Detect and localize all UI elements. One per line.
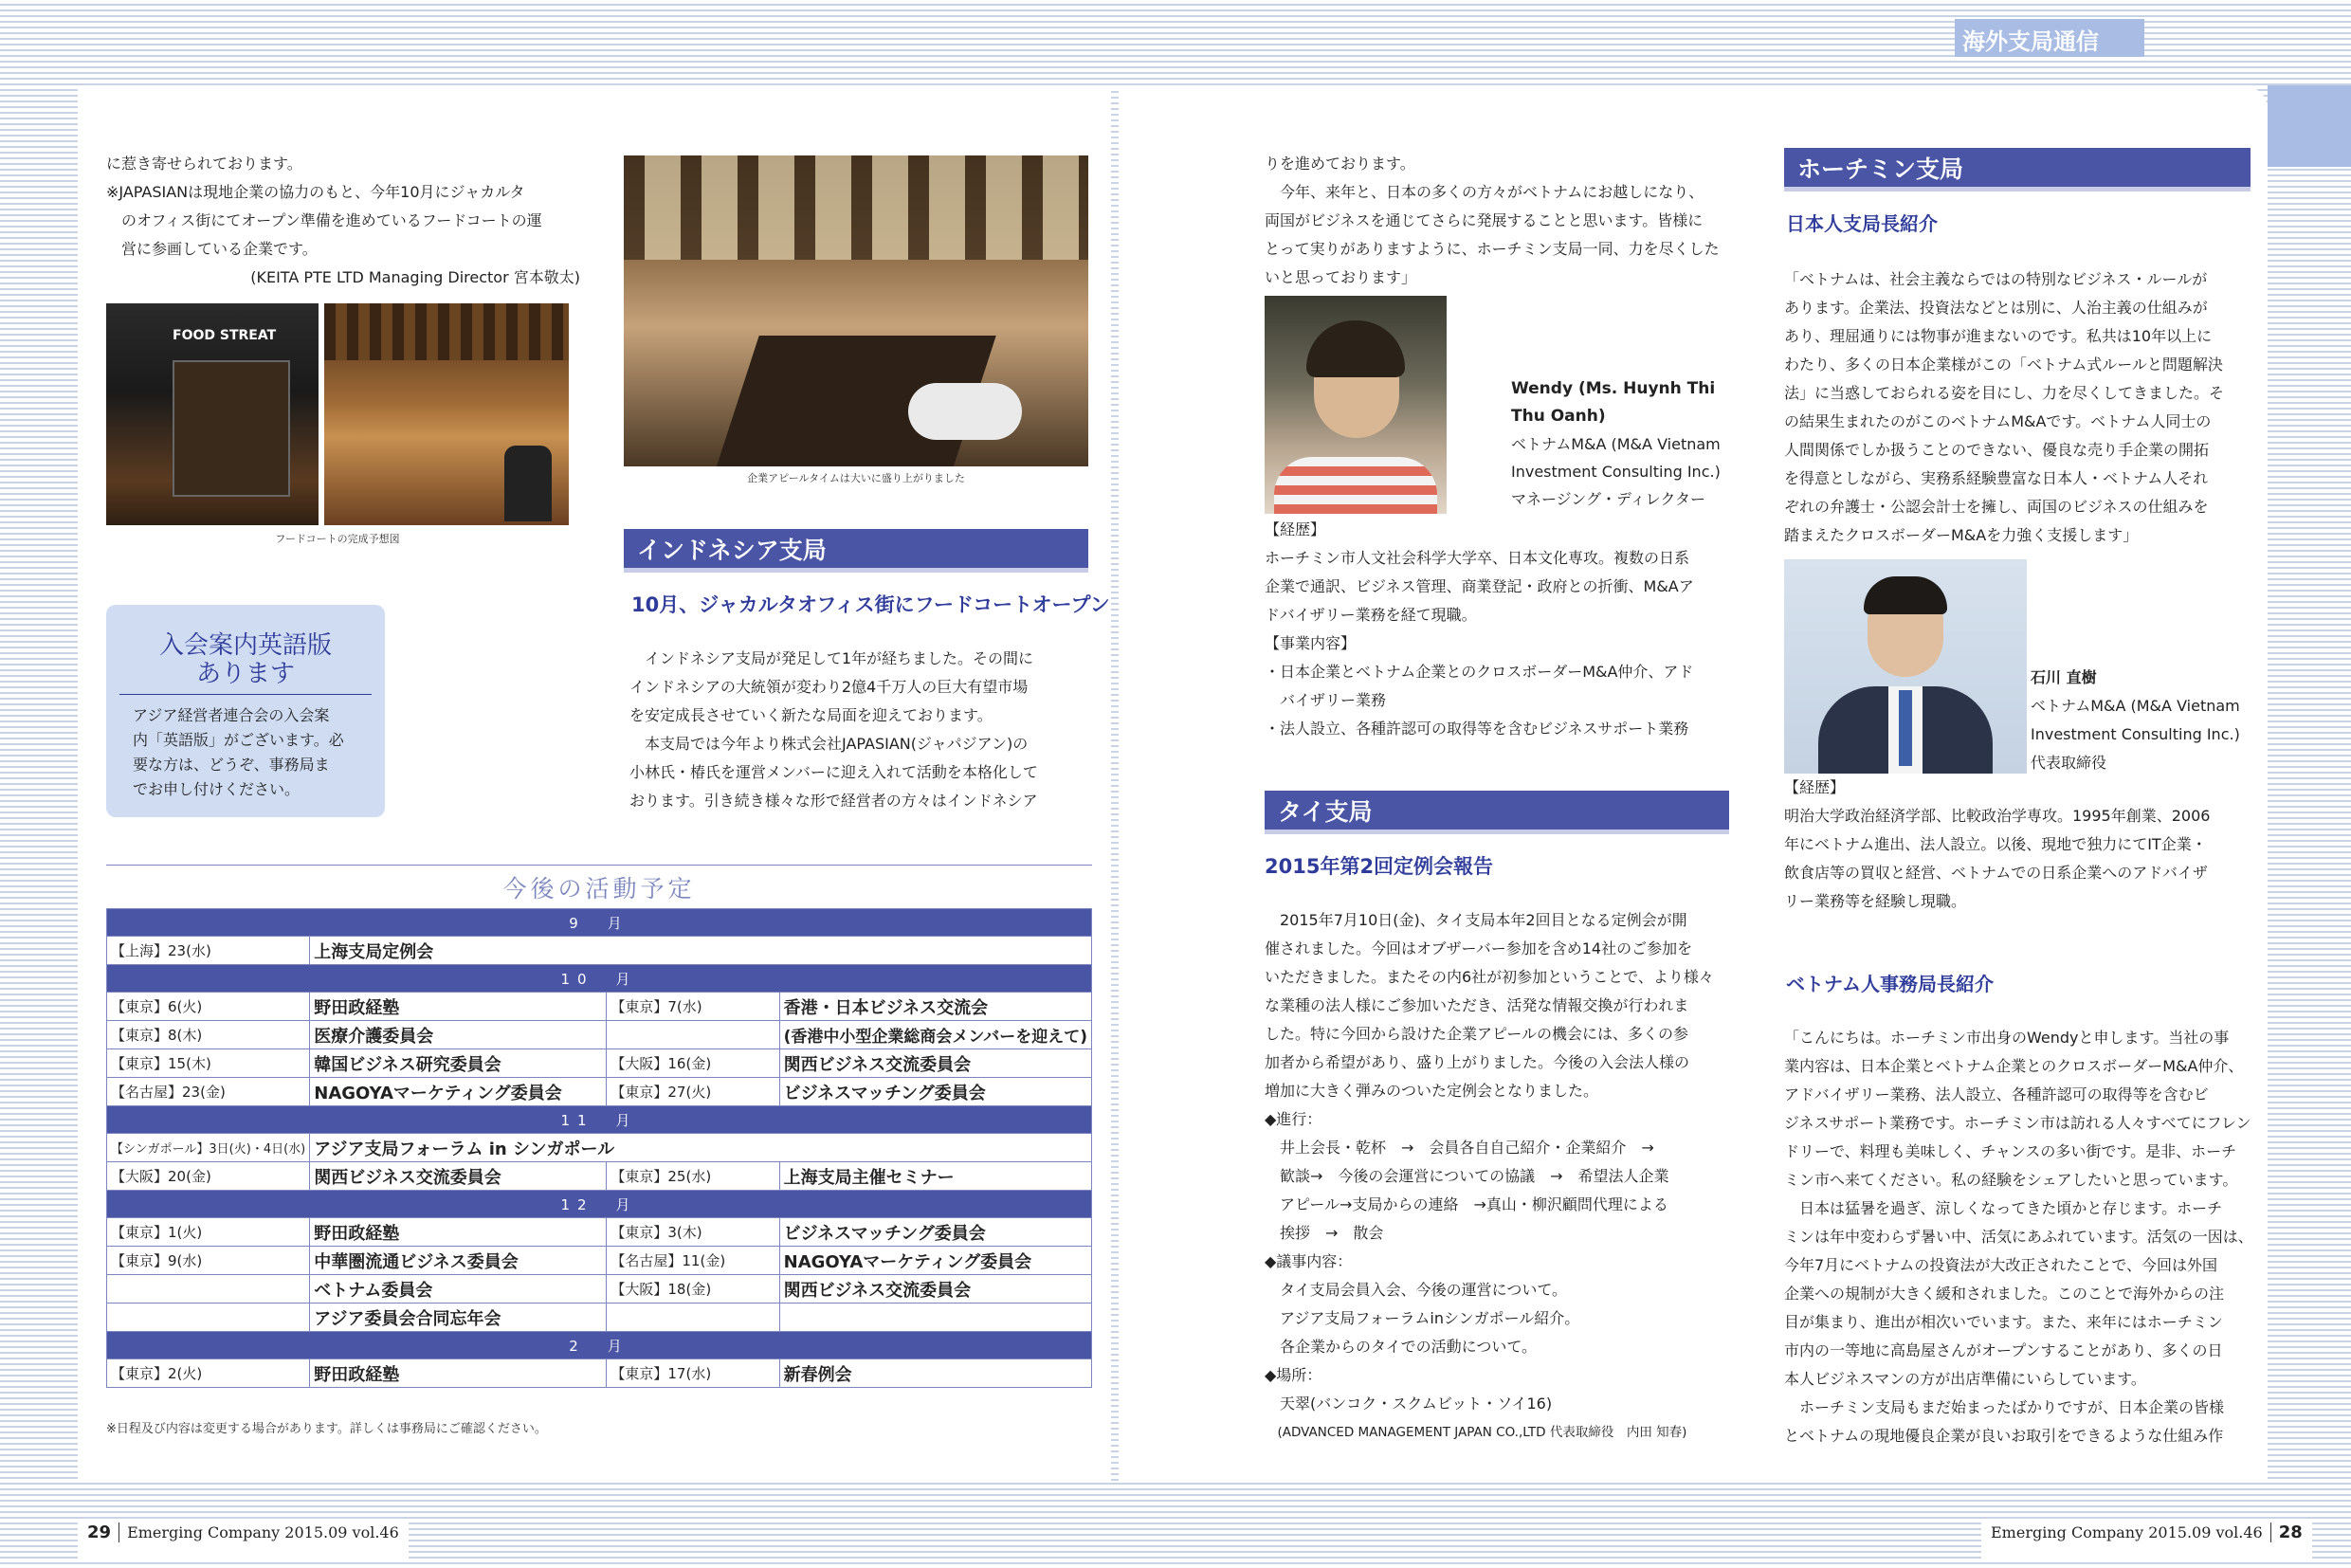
schedule-title: 今後の活動予定 — [502, 875, 696, 903]
english-brochure-notice — [106, 605, 385, 817]
hcm-vietnamese-text: 「こんにちは。ホーチミン市出身のWendyと申します。当社の事 業内容は、日本企業とベトナム企業とのクロスボーダーM&A仲介、 アドバイザリー業務、法人設立、各種許認可の取得等を含むビ ジネスサポート業務です。ホーチミン市は訪れる人々すべてにフレン ドリーで、料理も美味しく、チャンスの多い街です。是非、ホーチ ミン市へ来てください。私の経験をシェアしたいと思っています。 日本は猛暑を過ぎ、涼しくなってきた頃かと存じます。ホーチ ミンは年中変わらず暑い中、活気にあふれています。活気の一因は、 今年7月にベトナムの投資法が大改正されたことで、今回は外国 企業への規制が大きく緩和されました。このことで海外からの注 目が集まり、進出が相次いでいます。また、来年にはホーチミン 市内の一等地に高島屋さんがオープンすることがあり、多くの日 本人ビジネスマンの方が出店準備にいらしています。 ホーチミン支局もまだ始まったばかりですが、日本企業の皆様 とベトナムの現地優良企業が良いお取引をできるような仕組み作 — [1784, 1029, 2253, 1445]
section-tab-label: 海外支局通信 — [1962, 28, 2099, 55]
spine-gap — [1111, 87, 1119, 1481]
wendy-name: Wendy (Ms. Huynh Thi Thu Oanh) — [1511, 379, 1716, 426]
schedule-note: ※日程及び内容は変更する場合があります。詳しくは事務局にご確認ください。 — [106, 1422, 547, 1436]
month-sep: 9 月 — [107, 909, 1092, 937]
thai-text: 2015年7月10日(金)、タイ支局本年2回目となる定例会が開 催されました。今回はオブザーバー参加を含め14社のご参加を いただきました。またその内6社が初参加ということで、より様々 な業種の法人様にご参加いただき、活発な情報交換が行われま した。特に今回から設けた企業アピールの機会には、多くの参 加者から希望があり、盛り上がりました。今後の入会法人様の 増加に大きく弾みのついた定例会となりました。 ◆進行： 井上会長・乾杯 → 会員各自自己紹介・企業紹介 → 歓談→ 今後の会運営についての協議 → 希望法人企業 アピール→支局からの連絡 →真山・柳沢顧問代理による 挨拶 → 散会 ◆議事内容： タイ支局会員入会、今後の運営について。 アジア支局フォーラムinシンガポール紹介。 各企業からのタイでの活動について。 ◆場所： 天翠(バンコク・スクムビット・ソイ16) (ADVANCED MANAGEMENT JAPAN CO.,LTD 代表取締役 内田 知春) — [1265, 911, 1714, 1440]
section-tab-block — [2268, 85, 2351, 167]
signature: (KEITA PTE LTD Managing Director 宮本敬太) — [250, 268, 580, 286]
hcm-subhead-vietnamese-manager: ベトナム人事務局長紹介 — [1786, 973, 1994, 995]
party-photo — [624, 155, 1088, 466]
magazine-title-left: Emerging Company 2015.09 vol.46 — [127, 1523, 399, 1541]
indonesia-subhead: 10月、ジャカルタオフィス街にフードコートオープン — [631, 593, 1110, 616]
food-court-sign: FOOD STREAT — [173, 328, 277, 343]
thai-subhead: 2015年第2回定例会報告 — [1265, 855, 1494, 878]
month-oct: 10 月 — [107, 965, 1092, 993]
notice-title: 入会案内英語版 あります — [158, 631, 332, 688]
table-row: 【東京】8(木) 医療介護委員会 (香港中小型企業総商会メンバーを迎えて) — [107, 1021, 1092, 1049]
month-feb: 2 月 — [107, 1332, 1092, 1359]
indonesia-text: インドネシア支局が発足して1年が経ちました。その間に インドネシアの大統領が変わり2億4千万人の巨大有望市場 を安定成長させていく新たな局面を迎えております。 本支局では今年より株式会社JAPASIAN(ジャパジアン)の 小林氏・椿氏を運営メンバーに迎え入れて活動を本格化して おります。引き続き様々な形で経営者の方々はインドネシア — [629, 649, 1038, 810]
food-court-caption: フードコートの完成予想図 — [275, 533, 400, 545]
page-number-right: 28 — [2270, 1522, 2303, 1542]
ishikawa-company: ベトナムM&A (M&A Vietnam Investment Consulting Inc.) — [2031, 697, 2240, 743]
footer-left — [78, 1519, 409, 1559]
table-row: 【東京】6(火) 野田政経塾 【東京】7(水) 香港・日本ビジネス交流会 — [107, 993, 1092, 1021]
hcm-continued-text: りを進めております。 今年、来年と、日本の多くの方々がベトナムにお越しになり、 両国がビジネスを通じてさらに発展することと思います。皆様に とって実りがありますように、ホーチミン支局一同、力を尽くした いと思っております」 — [1265, 155, 1720, 286]
table-row: アジア委員会合同忘年会 — [107, 1304, 1092, 1332]
intro-text: に惹き寄せられております。 ※JAPASIANは現地企業の協力のもと、今年10月にジャカルタ のオフィス街にてオープン準備を進めているフードコートの運 営に参画している企業です。 (KEITA PTE LTD Managing Director 宮本敬太) — [106, 150, 580, 292]
table-row: 【東京】2(火) 野田政経塾 【東京】17(水) 新春例会 — [107, 1359, 1092, 1388]
food-court-photo-interior — [324, 303, 569, 525]
magazine-title-right: Emerging Company 2015.09 vol.46 — [1991, 1523, 2263, 1541]
schedule-table — [106, 908, 1092, 1388]
month-nov: 11 月 — [107, 1106, 1092, 1134]
wendy-portrait — [1265, 296, 1447, 514]
page-number-left: 29 — [87, 1522, 119, 1542]
hcm-subhead-japanese-manager: 日本人支局長紹介 — [1786, 212, 1938, 235]
month-dec: 12 月 — [107, 1191, 1092, 1218]
table-row: 【東京】1(火) 野田政経塾 【東京】3(木) ビジネスマッチング委員会 — [107, 1218, 1092, 1247]
table-row: 【東京】9(水) 中華圏流通ビジネス委員会 【名古屋】11(金) NAGOYAマーケティング委員会 — [107, 1247, 1092, 1275]
footer-right — [1981, 1519, 2312, 1559]
indonesia-section-head: インドネシア支局 — [624, 529, 1088, 573]
table-row: 【大阪】20(金) 関西ビジネス交流委員会 【東京】25(水) 上海支局主催セミナー — [107, 1162, 1092, 1191]
table-row: 【名古屋】23(金) NAGOYAマーケティング委員会 【東京】27(火) ビジネスマッチング委員会 — [107, 1078, 1092, 1106]
ishikawa-title: 代表取締役 — [2031, 754, 2107, 772]
table-row: 【上海】23(水) 上海支局定例会 — [107, 937, 1092, 965]
food-court-photo-exterior — [106, 303, 319, 525]
schedule-title-rule — [106, 865, 1092, 866]
wendy-profile: 【経歴】 ホーチミン市人文社会科学大学卒、日本文化専攻。複数の日系 企業で通訳、ビジネス管理、商業登記・政府との折衝、M&Aア ドバイザリー業務を経て現職。 【事業内容】 ・日本企業とベトナム企業とのクロスボーダーM&A仲介、アド バイザリー業務 ・法人設立、各種許認可の取得等を含むビジネスサポート業務 — [1265, 520, 1694, 738]
wendy-company: ベトナムM&A (M&A Vietnam Investment Consulting Inc.) — [1511, 435, 1721, 481]
table-row: ベトナム委員会 【大阪】18(金) 関西ビジネス交流委員会 — [107, 1275, 1092, 1304]
ishikawa-name: 石川 直樹 — [2031, 668, 2097, 686]
ishikawa-caption — [2031, 664, 2254, 777]
party-caption: 企業アピールタイムは大いに盛り上がりました — [747, 472, 965, 484]
wendy-caption — [1511, 375, 1731, 513]
thai-section-head: タイ支局 — [1265, 791, 1729, 834]
ishikawa-profile: 【経歴】 明治大学政治経済学部、比較政治学専攻。1995年創業、2006 年にベトナム進出、法人設立。以後、現地で独力にてIT企業・ 飲食店等の買収と経営、ベトナムでの日系企業へのアドバイザ リー業務等を経験し現職。 — [1784, 778, 2211, 910]
ishikawa-portrait — [1784, 559, 2027, 774]
table-row: 【シンガポール】3日(火)・4日(水) アジア支局フォーラム in シンガポール — [107, 1134, 1092, 1162]
notice-body: アジア経営者連合会の入会案 内「英語版」がございます。必 要な方は、どうぞ、事務局ま でお申し付けください。 — [133, 706, 344, 798]
wendy-title: マネージング・ディレクター — [1511, 490, 1706, 508]
table-row: 【東京】15(木) 韓国ビジネス研究委員会 【大阪】16(金) 関西ビジネス交流委員会 — [107, 1049, 1092, 1078]
hcm-section-head: ホーチミン支局 — [1784, 148, 2251, 191]
hcm-manager-text: 「ベトナムは、社会主義ならではの特別なビジネス・ルールが あります。企業法、投資法などとは別に、人治主義の仕組みが あり、理屈通りには物事が進まないのです。私共は10年以上に わたり、多くの日本企業様がこの「ベトナム式ルールと問題解決 法」に当惑しておられる姿を目にし、力を尽くしてきました。そ の結果生まれたのがこのベトナムM&Aです。ベトナム人同士の 人間関係でしか扱うことのできない、優良な売り手企業の開拓 を得意としながら、実務系経験豊富な日本人・ベトナム人それ ぞれの弁護士・公認会計士を擁し、両国のビジネスの仕組みを 踏まえたクロスボーダーM&Aを力強く支援します」 — [1784, 270, 2225, 544]
